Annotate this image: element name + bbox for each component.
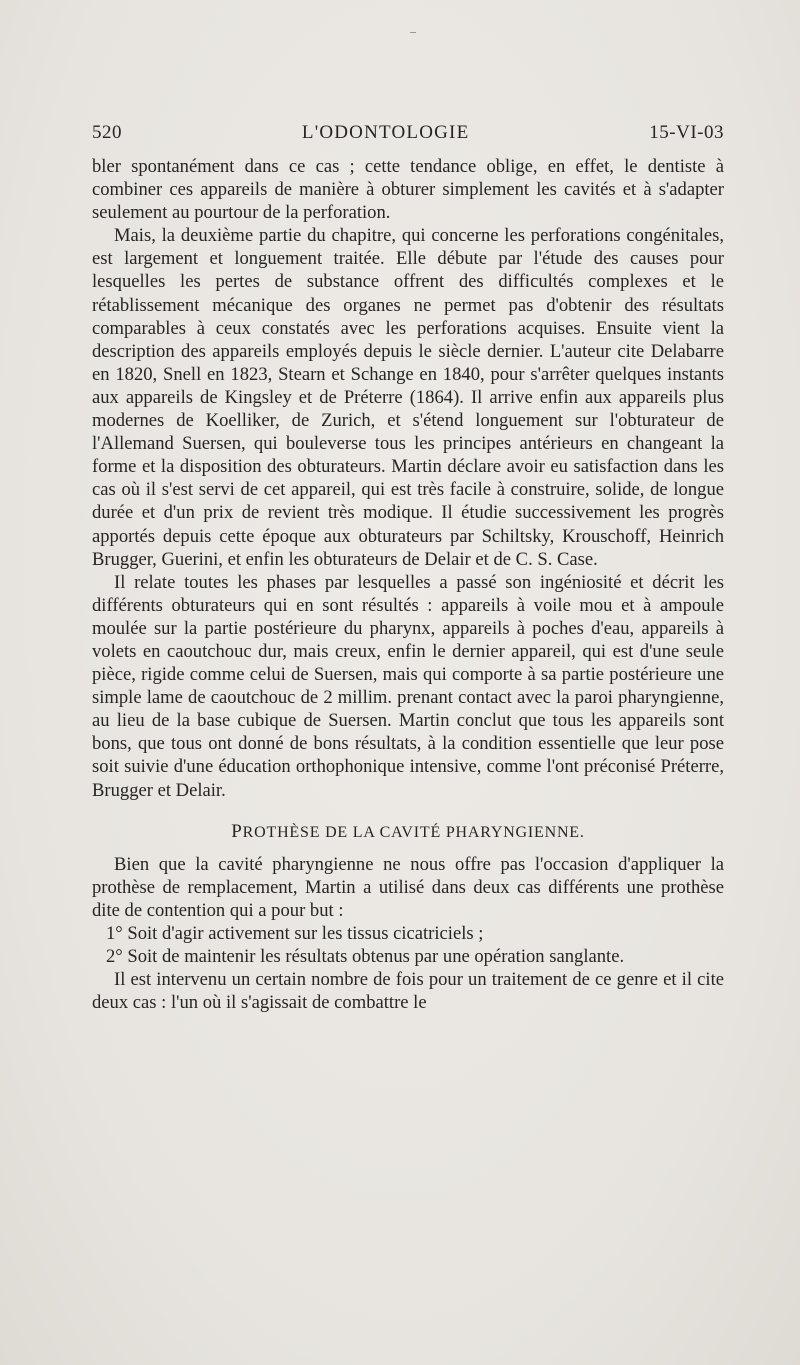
- paragraph: bler spontanément dans ce cas ; cette tendance oblige, en effet, le dentiste à combiner ces appareils de manière à obturer simplement les cavités et à s'adapter seulement au pourtour de la perforation.: [92, 156, 724, 224]
- paragraph: Il est intervenu un certain nombre de fois pour un traitement de ce genre et il cite deux cas : l'un où il s'agissait de combattre le: [92, 969, 724, 1014]
- scan-mark: [410, 32, 416, 33]
- paragraph: Il relate toutes les phases par lesquelles a passé son ingéniosité et décrit les différents obturateurs qui en sont résultés : appareils à voile mou et à ampoule moulée sur la partie postérieure du pharynx, appareils à poches d'eau, appareils à volets en caoutchouc dur, mais creux, enfin le dernier appareil, qui est d'une seule pièce, rigide comme celui de Suersen, mais qui comporte à sa partie postérieure une simple lame de caoutchouc de 2 millim. prenant contact avec la paroi pharyngienne, au lieu de la base cubique de Suersen. Martin conclut que tous les appareils sont bons, que tous ont donné de bons résultats, à la condition essentielle que leur pose soit suivie d'une éducation orthophonique intensive, comme l'ont préconisé Préterre, Brugger et Delair.: [92, 571, 724, 801]
- page-number: 520: [92, 122, 122, 143]
- page-header: [92, 122, 724, 144]
- list-item: 2° Soit de maintenir les résultats obtenus par une opération sanglante.: [106, 946, 625, 967]
- running-title: L'ODONTOLOGIE: [301, 122, 470, 143]
- paragraph: Mais, la deuxième partie du chapitre, qui concerne les perforations congénitales, est largement et longuement traitée. Elle débute par l'étude des causes pour lesquelles les pertes de substance offrent des difficultés complexes et le rétablissement mécanique des organes ne permet pas d'obtenir des résultats comparables à ceux constatés avec les perforations acquises. Ensuite vient la description des appareils employés depuis le siècle dernier. L'auteur cite Delabarre en 1820, Snell en 1823, Stearn et Schange en 1840, pour s'arrêter quelques instants aux appareils de Kingsley et de Préterre (1864). Il arrive enfin aux appareils plus modernes de Koelliker, de Zurich, et s'étend longuement sur l'obturateur de l'Allemand Suersen, qui bouleverse tous les principes antérieurs en changeant la forme et la disposition des obturateurs. Martin déclare avoir eu satisfaction dans les cas où il s'est servi de cet appareil, qui est très facile à construire, solide, de longue durée et d'un prix de revient très modique. Il étudie successivement les progrès apportés depuis cette époque aux obturateurs par Schiltsky, Krouschoff, Heinrich Brugger, Guerini, et enfin les obturateurs de Delair et de C. S. Case.: [92, 225, 724, 570]
- body-text: [92, 155, 724, 1014]
- paragraph: Bien que la cavité pharyngienne ne nous offre pas l'occasion d'appliquer la prothèse de remplacement, Martin a utilisé dans deux cas différents une prothèse dite de contention qui a pour but :: [92, 853, 724, 921]
- list-item: 1° Soit d'agir activement sur les tissus cicatriciels ;: [106, 922, 484, 944]
- issue-date: 15-VI-03: [649, 122, 724, 143]
- section-heading: PROTHÈSE DE LA CAVITÉ PHARYNGIENNE.: [231, 820, 585, 842]
